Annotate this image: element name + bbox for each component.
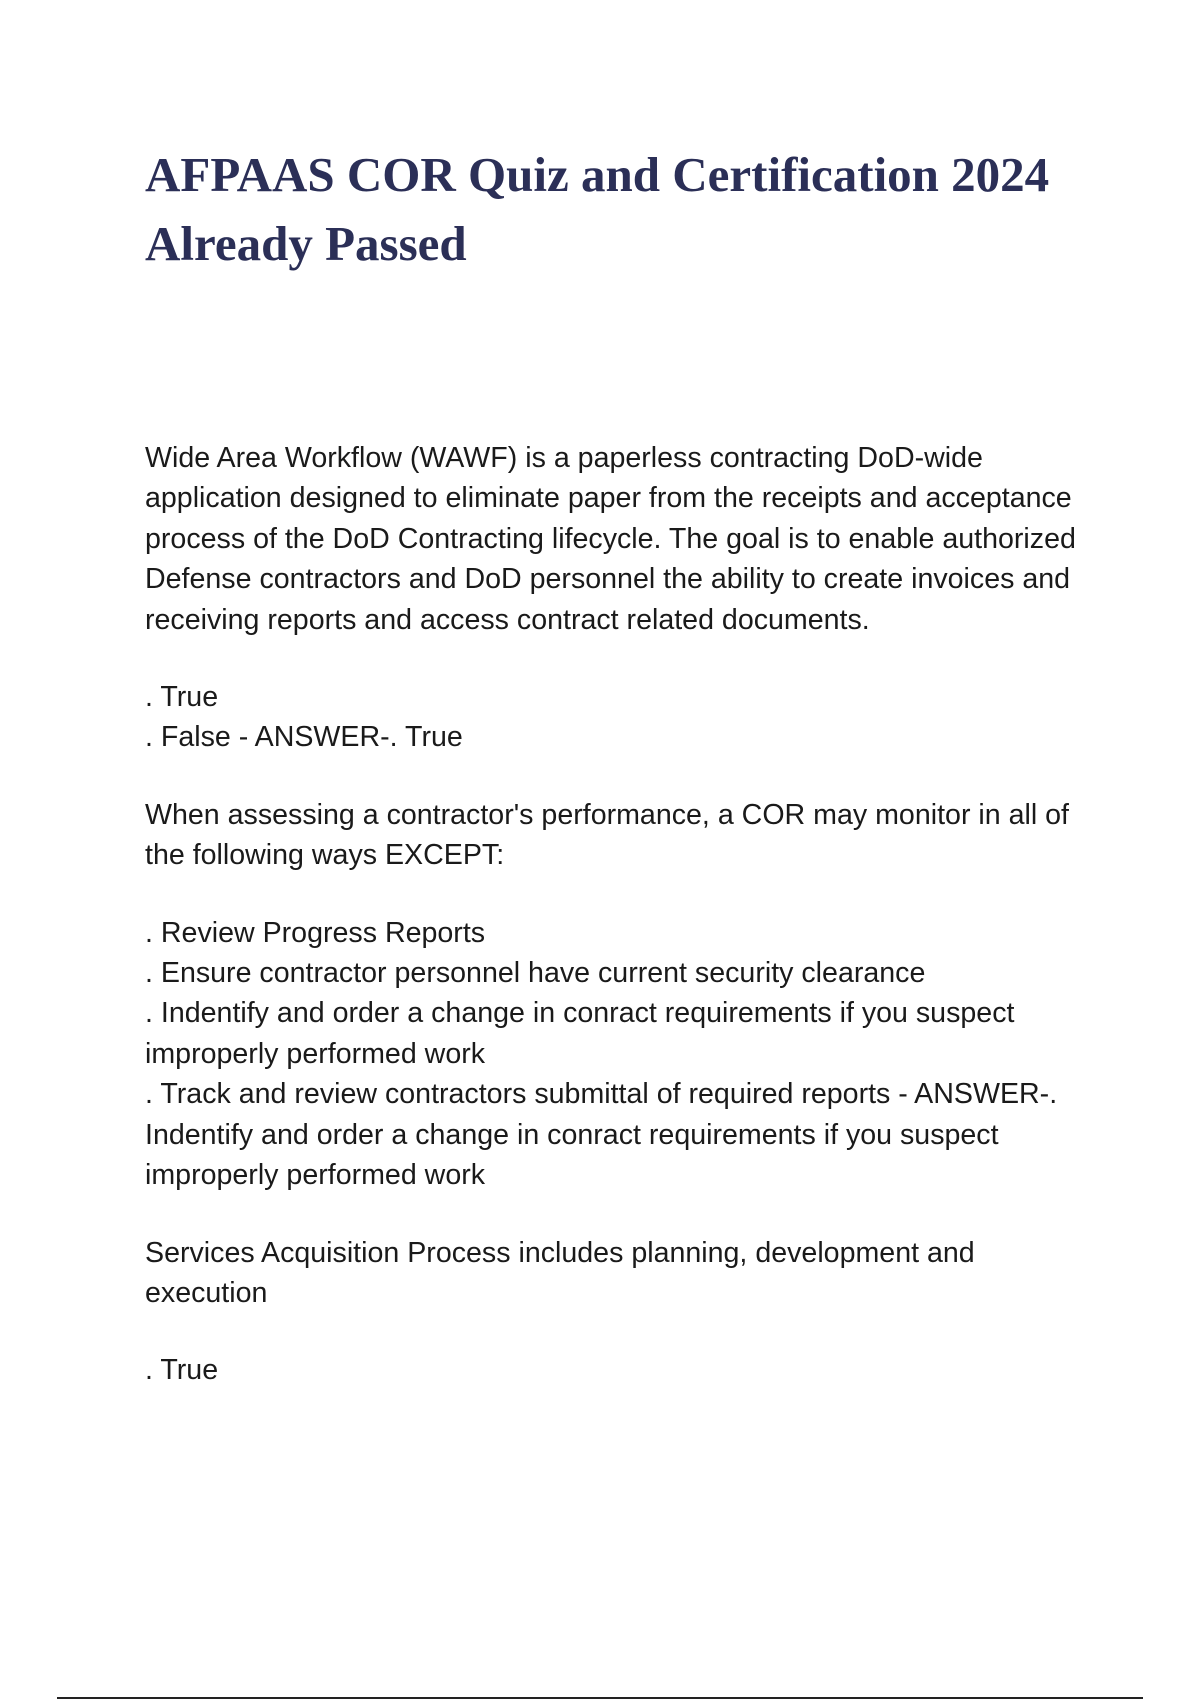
paragraph-gap [145, 758, 1085, 795]
question-1-option-2-answer: . False - ANSWER-. True [145, 721, 463, 754]
question-2-text: When assessing a contractor's performance, a COR may monitor in all of the following ways EXCEPT: [145, 798, 1070, 872]
footer-divider [57, 1697, 1143, 1699]
question-2-option-2: . Ensure contractor personnel have current security clearance [145, 957, 926, 990]
document-body [145, 438, 1085, 1391]
paragraph-gap [145, 1196, 1085, 1233]
document-title: AFPAAS COR Quiz and Certification 2024 Already Passed [145, 147, 1050, 271]
question-2-option-1: . Review Progress Reports [145, 916, 486, 949]
paragraph-gap [145, 876, 1085, 913]
question-1-text: Wide Area Workflow (WAWF) is a paperless contracting DoD-wide application designed to eliminate paper from the receipts and acceptance process of the DoD Contracting lifecycle. The goal is to enable authorized Defense contractors and DoD personnel the ability to create invoices and receiving reports and access contract related documents. [145, 442, 1076, 636]
question-1-option-1: . True [145, 681, 219, 714]
question-2-option-4-answer: . Track and review contractors submittal of required reports - ANSWER-. Indentify and order a change in conract requirements if you suspect improperly performed work [145, 1078, 1058, 1192]
question-3-option-1: . True [145, 1354, 219, 1387]
question-3-text: Services Acquisition Process includes planning, development and execution [145, 1236, 975, 1309]
paragraph-gap [145, 1313, 1085, 1350]
paragraph-gap [145, 640, 1085, 677]
question-2-option-3: . Indentify and order a change in conract requirements if you suspect improperly performed work [145, 997, 1015, 1070]
